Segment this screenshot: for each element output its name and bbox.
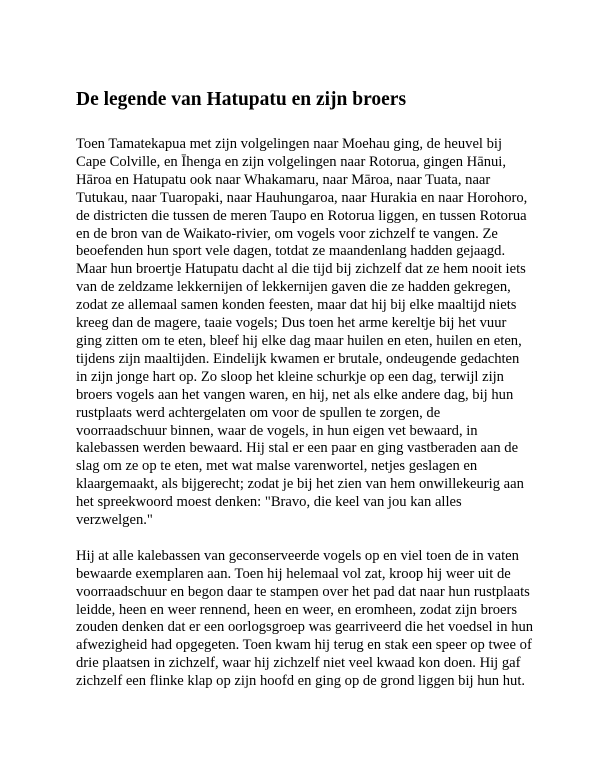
page-title: De legende van Hatupatu en zijn broers: [76, 89, 407, 110]
document-page: [76, 88, 534, 709]
paragraph-1: Toen Tamatekapua met zijn volgelingen naar Moehau ging, de heuvel bij Cape Colville, en Īhenga en zijn volgelingen naar Rotorua, gingen Hānui, Hāroa en Hatupatu ook naar Whakamaru, naar Māroa, naar Tuata, naar Tutukau, naar Tuaropaki, naar Hauhungaroa, naar Hurakia en naar Horohoro, de districten die tussen de meren Taupo en Rotorua liggen, en tussen Rotorua en de bron van de Waikato-rivier, om vogels voor zichzelf te vangen. Ze beoefenden hun sport vele dagen, totdat ze maandenlang hadden gejaagd. Maar hun broertje Hatupatu dacht al die tijd bij zichzelf dat ze hem nooit iets van de zeldzame lekkernijen of lekkernijen gaven die ze hadden gekregen, zodat ze allemaal samen konden feesten, maar dat hij bij elke maaltijd niets kreeg dan de magere, taaie vogels; Dus toen het arme kereltje bij het vuur ging zitten om te eten, bleef hij elke dag maar huilen en eten, huilen en eten, tijdens zijn maaltijden. Eindelijk kwamen er brutale, ondeugende gedachten in zijn jonge hart op. Zo sloop het kleine schurkje op een dag, terwijl zijn broers vogels aan het vangen waren, en hij, net als elke andere dag, bij hun rustplaats werd achtergelaten om voor de spullen te zorgen, de voorraadschuur binnen, waar de vogels, in hun eigen vet bewaard, in kalebassen werden bewaard. Hij stal er een paar en ging vastberaden aan de slag om ze op te eten, met wat malse varenwortel, netjes geslagen en klaargemaakt, als bijgerecht; zodat je bij het zien van hem onwillekeurig aan het spreekwoord moest denken: "Bravo, die keel van jou kan alles verzwelgen.": [76, 136, 528, 529]
paragraph-2: Hij at alle kalebassen van geconserveerde vogels op en viel toen de in vaten bewaarde exemplaren aan. Toen hij helemaal vol zat, kroop hij weer uit de voorraadschuur en begon daar te stampen over het pad dat naar hun rustplaats leidde, heen en weer rennend, heen en weer, en eromheen, zodat zijn broers zouden denken dat er een oorlogsgroep was gearriveerd die het voedsel in hun afwezigheid had opgegeten. Toen kwam hij terug en stak een speer op twee of drie plaatsen in zichzelf, waar hij zichzelf niet veel kwaad kon doen. Hij gaf zichzelf een flinke klap op zijn hoofd en ging op de grond liggen bij hun hut.: [76, 547, 534, 690]
